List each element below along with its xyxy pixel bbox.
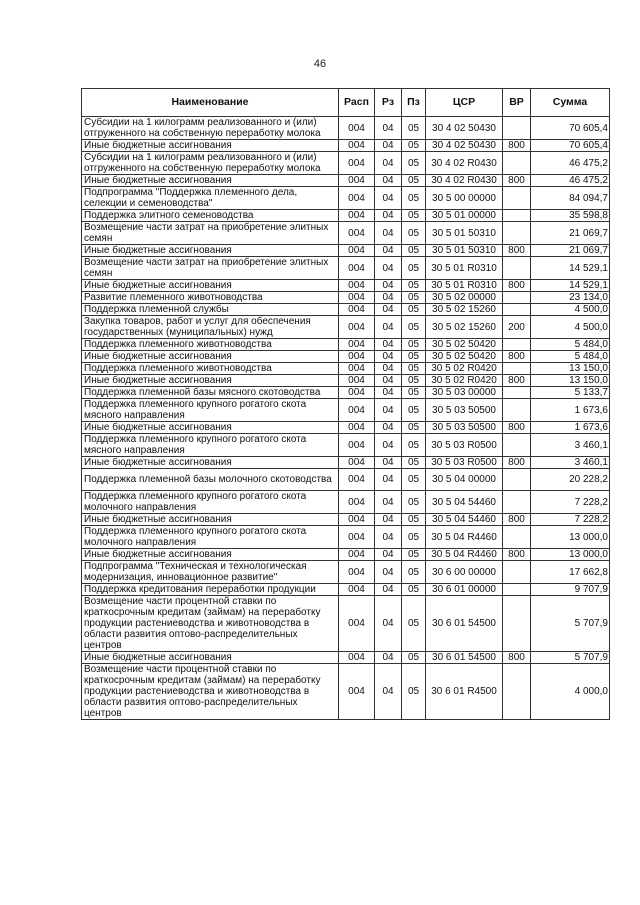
row-name: Поддержка племенной базы мясного скотоводства — [82, 387, 339, 399]
table-row — [82, 316, 610, 339]
row-pz: 05 — [402, 187, 426, 210]
row-sum: 70 605,4 — [531, 140, 610, 152]
row-rz: 04 — [375, 652, 402, 664]
row-sum: 46 475,2 — [531, 152, 610, 175]
row-csr: 30 6 01 R4500 — [426, 664, 503, 720]
header-csr: ЦСР — [426, 89, 503, 117]
table-header-row — [82, 89, 610, 117]
row-rasp: 004 — [339, 140, 375, 152]
row-name: Подпрограмма "Поддержка племенного дела, селекции и семеноводства" — [82, 187, 339, 210]
table-row — [82, 280, 610, 292]
row-rasp: 004 — [339, 175, 375, 187]
row-pz: 05 — [402, 316, 426, 339]
row-vr — [503, 363, 531, 375]
row-csr: 30 6 01 00000 — [426, 584, 503, 596]
row-name: Поддержка элитного семеноводства — [82, 210, 339, 222]
row-sum: 46 475,2 — [531, 175, 610, 187]
row-csr: 30 5 01 00000 — [426, 210, 503, 222]
row-rasp: 004 — [339, 222, 375, 245]
table-row — [82, 363, 610, 375]
row-rz: 04 — [375, 491, 402, 514]
row-csr: 30 5 02 50420 — [426, 339, 503, 351]
row-rz: 04 — [375, 469, 402, 491]
row-csr: 30 5 02 15260 — [426, 316, 503, 339]
table-row — [82, 399, 610, 422]
row-sum: 5 133,7 — [531, 387, 610, 399]
table-body — [82, 117, 610, 720]
row-sum: 14 529,1 — [531, 280, 610, 292]
row-rz: 04 — [375, 210, 402, 222]
row-pz: 05 — [402, 339, 426, 351]
row-name: Поддержка племенного крупного рогатого скота мясного направления — [82, 434, 339, 457]
row-name: Иные бюджетные ассигнования — [82, 175, 339, 187]
row-rasp: 004 — [339, 561, 375, 584]
table-row — [82, 351, 610, 363]
row-name: Поддержка племенного животноводства — [82, 363, 339, 375]
header-rasp: Расп — [339, 89, 375, 117]
row-pz: 05 — [402, 140, 426, 152]
row-pz: 05 — [402, 363, 426, 375]
row-name: Подпрограмма "Техническая и технологическая модернизация, инновационное развитие" — [82, 561, 339, 584]
row-csr: 30 5 03 50500 — [426, 422, 503, 434]
row-rasp: 004 — [339, 280, 375, 292]
row-rasp: 004 — [339, 399, 375, 422]
row-csr: 30 5 03 50500 — [426, 399, 503, 422]
row-csr: 30 5 02 15260 — [426, 304, 503, 316]
row-name: Поддержка племенной базы молочного скотоводства — [82, 469, 339, 491]
row-rasp: 004 — [339, 596, 375, 652]
row-name: Иные бюджетные ассигнования — [82, 652, 339, 664]
row-name: Иные бюджетные ассигнования — [82, 514, 339, 526]
page-number: 46 — [313, 58, 327, 70]
row-name: Поддержка кредитования переработки продукции — [82, 584, 339, 596]
row-pz: 05 — [402, 434, 426, 457]
row-csr: 30 5 01 R0310 — [426, 280, 503, 292]
row-csr: 30 4 02 R0430 — [426, 152, 503, 175]
row-csr: 30 4 02 50430 — [426, 140, 503, 152]
row-rz: 04 — [375, 584, 402, 596]
row-rz: 04 — [375, 434, 402, 457]
row-sum: 14 529,1 — [531, 257, 610, 280]
row-sum: 13 150,0 — [531, 363, 610, 375]
row-vr — [503, 399, 531, 422]
row-rz: 04 — [375, 152, 402, 175]
row-pz: 05 — [402, 292, 426, 304]
row-pz: 05 — [402, 375, 426, 387]
row-csr: 30 5 02 50420 — [426, 351, 503, 363]
header-name: Наименование — [82, 89, 339, 117]
row-rasp: 004 — [339, 304, 375, 316]
row-vr — [503, 387, 531, 399]
row-name: Иные бюджетные ассигнования — [82, 422, 339, 434]
row-sum: 4 500,0 — [531, 304, 610, 316]
row-sum: 5 707,9 — [531, 652, 610, 664]
row-sum: 7 228,2 — [531, 491, 610, 514]
row-csr: 30 6 01 54500 — [426, 596, 503, 652]
row-vr: 800 — [503, 175, 531, 187]
row-name: Иные бюджетные ассигнования — [82, 457, 339, 469]
table-row — [82, 514, 610, 526]
budget-table — [81, 88, 610, 720]
table-row — [82, 457, 610, 469]
row-rz: 04 — [375, 339, 402, 351]
row-vr — [503, 187, 531, 210]
row-pz: 05 — [402, 280, 426, 292]
row-rz: 04 — [375, 514, 402, 526]
row-vr — [503, 292, 531, 304]
row-rasp: 004 — [339, 245, 375, 257]
row-pz: 05 — [402, 652, 426, 664]
row-vr — [503, 469, 531, 491]
row-pz: 05 — [402, 584, 426, 596]
row-vr — [503, 339, 531, 351]
row-sum: 84 094,7 — [531, 187, 610, 210]
table-row — [82, 664, 610, 720]
row-vr — [503, 596, 531, 652]
row-pz: 05 — [402, 596, 426, 652]
row-pz: 05 — [402, 664, 426, 720]
row-sum: 1 673,6 — [531, 422, 610, 434]
row-csr: 30 5 01 50310 — [426, 245, 503, 257]
row-vr: 800 — [503, 514, 531, 526]
table-row — [82, 434, 610, 457]
row-name: Возмещение части процентной ставки по краткосрочным кредитам (займам) на переработку продукции растениеводства и животноводства в области развития оптово-распределительных центров — [82, 664, 339, 720]
row-rz: 04 — [375, 561, 402, 584]
row-rz: 04 — [375, 292, 402, 304]
row-rasp: 004 — [339, 152, 375, 175]
row-pz: 05 — [402, 304, 426, 316]
table-row — [82, 187, 610, 210]
row-sum: 4 000,0 — [531, 664, 610, 720]
row-rz: 04 — [375, 257, 402, 280]
row-vr — [503, 526, 531, 549]
row-sum: 23 134,0 — [531, 292, 610, 304]
row-name: Возмещение части процентной ставки по краткосрочным кредитам (займам) на переработку продукции растениеводства и животноводства в области развития оптово-распределительных центров — [82, 596, 339, 652]
row-rasp: 004 — [339, 652, 375, 664]
row-pz: 05 — [402, 210, 426, 222]
table-row — [82, 304, 610, 316]
row-name: Иные бюджетные ассигнования — [82, 140, 339, 152]
row-csr: 30 5 01 50310 — [426, 222, 503, 245]
row-pz: 05 — [402, 561, 426, 584]
row-rz: 04 — [375, 596, 402, 652]
table-row — [82, 584, 610, 596]
row-pz: 05 — [402, 222, 426, 245]
row-rz: 04 — [375, 399, 402, 422]
row-rasp: 004 — [339, 526, 375, 549]
row-vr — [503, 304, 531, 316]
row-pz: 05 — [402, 514, 426, 526]
row-csr: 30 5 03 R0500 — [426, 434, 503, 457]
row-sum: 3 460,1 — [531, 434, 610, 457]
row-name: Иные бюджетные ассигнования — [82, 245, 339, 257]
table-row — [82, 469, 610, 491]
row-vr — [503, 664, 531, 720]
row-sum: 35 598,8 — [531, 210, 610, 222]
row-pz: 05 — [402, 422, 426, 434]
row-vr: 800 — [503, 422, 531, 434]
row-pz: 05 — [402, 387, 426, 399]
row-vr — [503, 491, 531, 514]
table-row — [82, 245, 610, 257]
row-sum: 5 484,0 — [531, 339, 610, 351]
row-pz: 05 — [402, 549, 426, 561]
table-row — [82, 387, 610, 399]
row-vr: 200 — [503, 316, 531, 339]
row-name: Поддержка племенного крупного рогатого скота молочного направления — [82, 526, 339, 549]
table-row — [82, 561, 610, 584]
table-row — [82, 422, 610, 434]
row-vr — [503, 584, 531, 596]
row-rasp: 004 — [339, 422, 375, 434]
header-vr: ВР — [503, 89, 531, 117]
row-rasp: 004 — [339, 210, 375, 222]
row-rasp: 004 — [339, 363, 375, 375]
row-rasp: 004 — [339, 351, 375, 363]
row-name: Развитие племенного животноводства — [82, 292, 339, 304]
row-csr: 30 5 02 00000 — [426, 292, 503, 304]
table-row — [82, 117, 610, 140]
table-row — [82, 140, 610, 152]
row-pz: 05 — [402, 399, 426, 422]
row-rasp: 004 — [339, 387, 375, 399]
row-csr: 30 5 04 R4460 — [426, 526, 503, 549]
table-row — [82, 175, 610, 187]
row-sum: 7 228,2 — [531, 514, 610, 526]
row-rz: 04 — [375, 387, 402, 399]
row-sum: 21 069,7 — [531, 245, 610, 257]
row-rz: 04 — [375, 245, 402, 257]
row-pz: 05 — [402, 469, 426, 491]
row-sum: 3 460,1 — [531, 457, 610, 469]
table-row — [82, 549, 610, 561]
row-rz: 04 — [375, 351, 402, 363]
row-name: Поддержка племенного крупного рогатого скота мясного направления — [82, 399, 339, 422]
row-csr: 30 6 01 54500 — [426, 652, 503, 664]
row-name: Поддержка племенного животноводства — [82, 339, 339, 351]
row-vr — [503, 222, 531, 245]
table-row — [82, 491, 610, 514]
row-sum: 13 150,0 — [531, 375, 610, 387]
row-sum: 20 228,2 — [531, 469, 610, 491]
row-rz: 04 — [375, 187, 402, 210]
row-csr: 30 5 01 R0310 — [426, 257, 503, 280]
row-name: Поддержка племенной службы — [82, 304, 339, 316]
row-name: Субсидии на 1 килограмм реализованного и (или) отгруженного на собственную переработку молока — [82, 152, 339, 175]
row-rasp: 004 — [339, 664, 375, 720]
row-sum: 13 000,0 — [531, 549, 610, 561]
row-rz: 04 — [375, 457, 402, 469]
row-csr: 30 5 04 R4460 — [426, 549, 503, 561]
row-sum: 13 000,0 — [531, 526, 610, 549]
row-name: Возмещение части затрат на приобретение элитных семян — [82, 222, 339, 245]
row-rz: 04 — [375, 280, 402, 292]
row-rasp: 004 — [339, 339, 375, 351]
row-csr: 30 5 04 54460 — [426, 491, 503, 514]
row-rz: 04 — [375, 549, 402, 561]
row-vr: 800 — [503, 351, 531, 363]
row-rasp: 004 — [339, 375, 375, 387]
table-row — [82, 152, 610, 175]
row-name: Субсидии на 1 килограмм реализованного и (или) отгруженного на собственную переработку молока — [82, 117, 339, 140]
row-rasp: 004 — [339, 514, 375, 526]
row-name: Иные бюджетные ассигнования — [82, 280, 339, 292]
row-rz: 04 — [375, 304, 402, 316]
table-row — [82, 257, 610, 280]
row-sum: 21 069,7 — [531, 222, 610, 245]
row-vr — [503, 117, 531, 140]
row-sum: 17 662,8 — [531, 561, 610, 584]
row-pz: 05 — [402, 117, 426, 140]
row-rz: 04 — [375, 140, 402, 152]
row-vr — [503, 257, 531, 280]
row-rz: 04 — [375, 363, 402, 375]
row-vr: 800 — [503, 140, 531, 152]
row-name: Иные бюджетные ассигнования — [82, 351, 339, 363]
row-vr: 800 — [503, 280, 531, 292]
row-csr: 30 5 03 00000 — [426, 387, 503, 399]
row-csr: 30 4 02 50430 — [426, 117, 503, 140]
header-rz: Рз — [375, 89, 402, 117]
row-csr: 30 4 02 R0430 — [426, 175, 503, 187]
row-rasp: 004 — [339, 257, 375, 280]
row-rz: 04 — [375, 222, 402, 245]
row-csr: 30 6 00 00000 — [426, 561, 503, 584]
row-rasp: 004 — [339, 316, 375, 339]
row-pz: 05 — [402, 257, 426, 280]
row-vr: 800 — [503, 549, 531, 561]
header-pz: Пз — [402, 89, 426, 117]
table-row — [82, 375, 610, 387]
row-name: Поддержка племенного крупного рогатого скота молочного направления — [82, 491, 339, 514]
table-row — [82, 339, 610, 351]
row-name: Иные бюджетные ассигнования — [82, 549, 339, 561]
row-pz: 05 — [402, 526, 426, 549]
row-vr — [503, 152, 531, 175]
row-rasp: 004 — [339, 469, 375, 491]
row-rz: 04 — [375, 422, 402, 434]
row-vr — [503, 210, 531, 222]
row-pz: 05 — [402, 152, 426, 175]
row-pz: 05 — [402, 175, 426, 187]
row-vr: 800 — [503, 652, 531, 664]
table-row — [82, 292, 610, 304]
table-row — [82, 210, 610, 222]
row-vr: 800 — [503, 375, 531, 387]
row-rz: 04 — [375, 175, 402, 187]
row-pz: 05 — [402, 351, 426, 363]
row-rasp: 004 — [339, 549, 375, 561]
row-sum: 9 707,9 — [531, 584, 610, 596]
row-vr — [503, 561, 531, 584]
row-rz: 04 — [375, 375, 402, 387]
row-rasp: 004 — [339, 584, 375, 596]
table-row — [82, 596, 610, 652]
row-rz: 04 — [375, 316, 402, 339]
row-rasp: 004 — [339, 187, 375, 210]
row-vr: 800 — [503, 457, 531, 469]
table-row — [82, 526, 610, 549]
row-name: Закупка товаров, работ и услуг для обеспечения государственных (муниципальных) нужд — [82, 316, 339, 339]
row-rasp: 004 — [339, 491, 375, 514]
row-rasp: 004 — [339, 457, 375, 469]
row-pz: 05 — [402, 491, 426, 514]
row-sum: 70 605,4 — [531, 117, 610, 140]
row-csr: 30 5 02 R0420 — [426, 375, 503, 387]
row-rasp: 004 — [339, 117, 375, 140]
row-rz: 04 — [375, 526, 402, 549]
row-sum: 1 673,6 — [531, 399, 610, 422]
row-csr: 30 5 03 R0500 — [426, 457, 503, 469]
table-row — [82, 222, 610, 245]
row-sum: 5 484,0 — [531, 351, 610, 363]
row-name: Иные бюджетные ассигнования — [82, 375, 339, 387]
row-pz: 05 — [402, 457, 426, 469]
row-rasp: 004 — [339, 292, 375, 304]
row-rasp: 004 — [339, 434, 375, 457]
row-sum: 4 500,0 — [531, 316, 610, 339]
row-csr: 30 5 04 00000 — [426, 469, 503, 491]
row-sum: 5 707,9 — [531, 596, 610, 652]
header-sum: Сумма — [531, 89, 610, 117]
row-vr: 800 — [503, 245, 531, 257]
row-pz: 05 — [402, 245, 426, 257]
row-rz: 04 — [375, 117, 402, 140]
row-rz: 04 — [375, 664, 402, 720]
table-row — [82, 652, 610, 664]
row-csr: 30 5 00 00000 — [426, 187, 503, 210]
row-vr — [503, 434, 531, 457]
row-csr: 30 5 04 54460 — [426, 514, 503, 526]
row-name: Возмещение части затрат на приобретение элитных семян — [82, 257, 339, 280]
row-csr: 30 5 02 R0420 — [426, 363, 503, 375]
